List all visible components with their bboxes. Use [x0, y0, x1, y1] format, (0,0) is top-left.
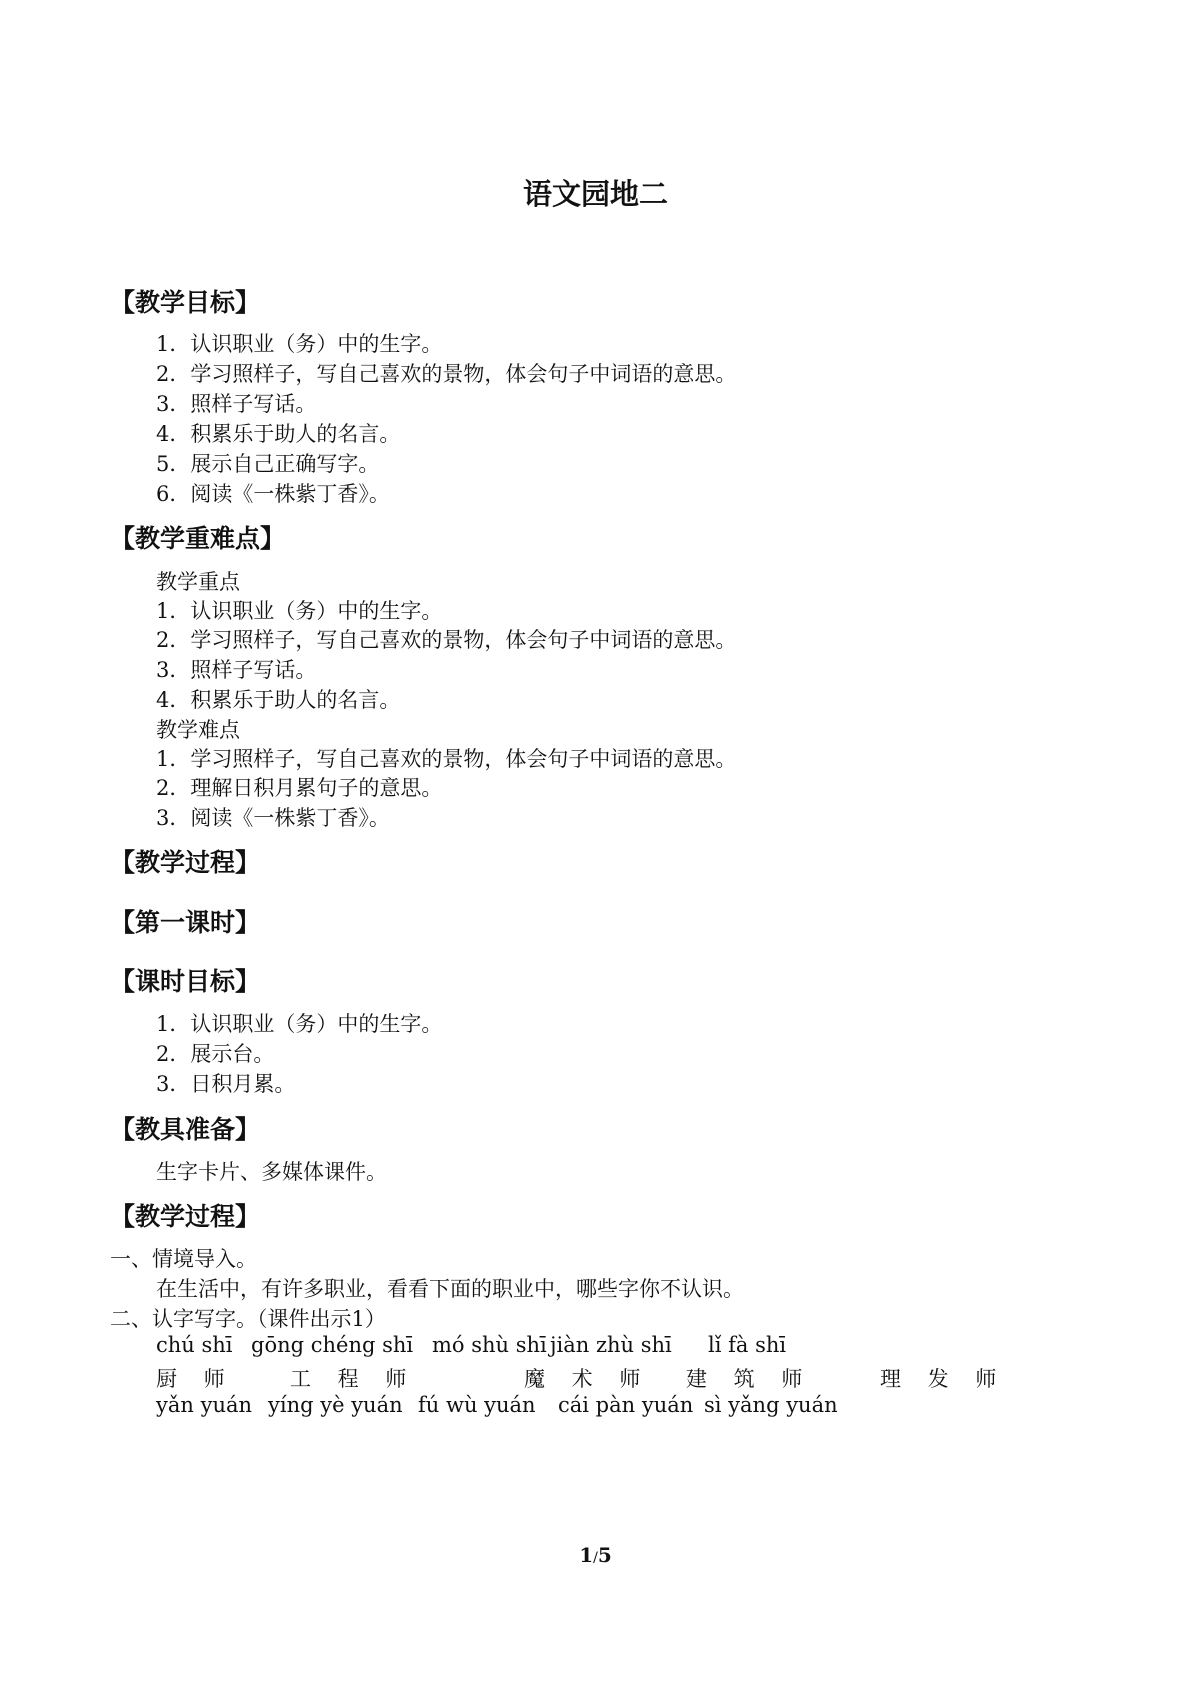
hanzi-item: 工 程 师	[290, 1367, 417, 1391]
materials-text: 生字卡片、多媒体课件。	[156, 1160, 387, 1184]
step-1-text: 在生活中，有许多职业，看看下面的职业中，哪些字你不认识。	[156, 1277, 744, 1301]
key-heading: 教学重点	[156, 570, 240, 594]
objective-5: 5．展示自己正确写字。	[156, 452, 380, 476]
section-materials: 【教具准备】	[110, 1115, 261, 1144]
document-title: 语文园地二	[522, 177, 668, 211]
hanzi-item: 厨 师	[156, 1367, 235, 1391]
pinyin-item: lǐ fà shī	[708, 1333, 787, 1357]
page-separator: /	[593, 1550, 598, 1566]
section-first-lesson: 【第一课时】	[110, 908, 261, 937]
step-2: 二、认字写字。（课件出示1）	[110, 1307, 386, 1331]
pinyin-item: sì yǎng yuán	[704, 1393, 838, 1417]
lesson-objective-2: 2．展示台。	[156, 1042, 275, 1066]
pinyin-item: fú wù yuán	[418, 1393, 536, 1417]
key-1: 1．认识职业（务）中的生字。	[156, 599, 443, 623]
difficult-1: 1．学习照样子，写自己喜欢的景物，体会句子中词语的意思。	[156, 747, 737, 771]
step-1: 一、情境导入。	[110, 1247, 257, 1271]
difficult-heading: 教学难点	[156, 718, 240, 742]
pinyin-item: chú shī	[156, 1333, 233, 1357]
section-process-2: 【教学过程】	[110, 1202, 261, 1231]
hanzi-item: 建 筑 师	[686, 1367, 813, 1391]
objective-1: 1．认识职业（务）中的生字。	[156, 332, 443, 356]
page-number	[0, 1543, 1191, 1567]
pinyin-item: jiàn zhù shī	[550, 1333, 672, 1357]
pinyin-item: cái pàn yuán	[558, 1393, 694, 1417]
pinyin-item: gōng chéng shī	[251, 1333, 414, 1357]
key-4: 4．积累乐于助人的名言。	[156, 688, 401, 712]
key-2: 2．学习照样子，写自己喜欢的景物，体会句子中词语的意思。	[156, 628, 737, 652]
pinyin-item: mó shù shī	[432, 1333, 547, 1357]
lesson-objective-1: 1．认识职业（务）中的生字。	[156, 1012, 443, 1036]
page-total: 5	[597, 1543, 612, 1567]
difficult-3: 3．阅读《一株紫丁香》。	[156, 806, 390, 830]
pinyin-item: yíng yè yuán	[268, 1393, 403, 1417]
section-key-points: 【教学重难点】	[110, 524, 286, 553]
objective-3: 3．照样子写话。	[156, 392, 317, 416]
objective-6: 6．阅读《一株紫丁香》。	[156, 482, 390, 506]
objective-4: 4．积累乐于助人的名言。	[156, 422, 401, 446]
pinyin-item: yǎn yuán	[156, 1393, 253, 1417]
page-current: 1	[579, 1543, 594, 1567]
hanzi-item: 理 发 师	[880, 1367, 1007, 1391]
section-lesson-objectives: 【课时目标】	[110, 967, 261, 996]
difficult-2: 2．理解日积月累句子的意思。	[156, 776, 443, 800]
section-objectives: 【教学目标】	[110, 288, 261, 317]
section-process: 【教学过程】	[110, 848, 261, 877]
hanzi-item: 魔 术 师	[524, 1367, 651, 1391]
key-3: 3．照样子写话。	[156, 658, 317, 682]
lesson-objective-3: 3．日积月累。	[156, 1072, 296, 1096]
objective-2: 2．学习照样子，写自己喜欢的景物，体会句子中词语的意思。	[156, 362, 737, 386]
